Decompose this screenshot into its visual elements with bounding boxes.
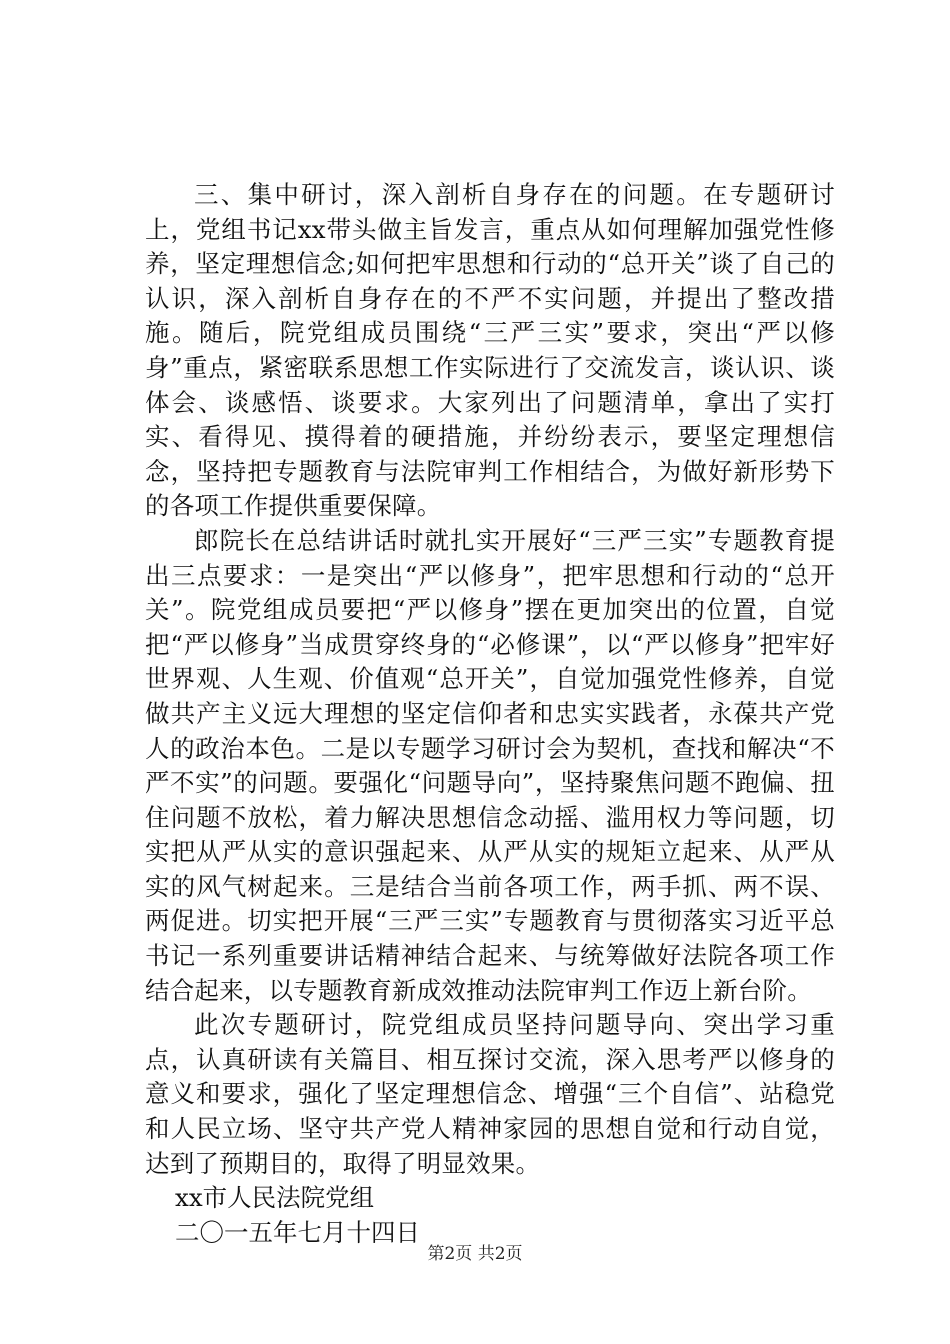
signature-organization: xx市人民法院党组 xyxy=(175,1183,375,1213)
signature-date: 二〇一五年七月十四日 xyxy=(175,1217,420,1247)
paragraph-president-requirements: 郎院长在总结讲话时就扎实开展好“三严三实”专题教育提出三点要求：一是突出“严以修身”，把牢思想和行动的“总开关”。院党组成员要把“严以修身”摆在更加突出的位置，自觉把“严以修身”当成贯穿终身的“必修课”，以“严以修身”把牢好世界观、人生观、价值观“总开关”，自觉加强党性修养，自觉做共产主义远大理想的坚定信仰者和忠实实践者，永葆共产党人的政治本色。二是以专题学习研讨会为契机，查找和解决“不严不实”的问题。要强化“问题导向”，坚持聚焦问题不跑偏、扭住问题不放松，着力解决思想信念动摇、滥用权力等问题，切实把从严从实的意识强起来、从严从实的规矩立起来、从严从实的风气树起来。三是结合当前各项工作，两手抓、两不误、两促进。切实把开展“三严三实”专题教育与贯彻落实习近平总书记一系列重要讲话精神结合起来、与统筹做好法院各项工作结合起来，以专题教育新成效推动法院审判工作迈上新台阶。 xyxy=(145,525,835,1005)
paragraph-conclusion: 此次专题研讨，院党组成员坚持问题导向、突出学习重点，认真研读有关篇目、相互探讨交流，深入思考严以修身的意义和要求，强化了坚定理想信念、增强“三个自信”、站稳党和人民立场、坚守共产党人精神家园的思想自觉和行动自觉，达到了预期目的，取得了明显效果。 xyxy=(145,1010,835,1178)
paragraph-discussion: 三、集中研讨，深入剖析自身存在的问题。在专题研讨上，党组书记xx带头做主旨发言，重点从如何理解加强党性修养，坚定理想信念;如何把牢思想和行动的“总开关”谈了自己的认识，深入剖析自身存在的不严不实问题，并提出了整改措施。随后，院党组成员围绕“三严三实”要求，突出“严以修身”重点，紧密联系思想工作实际进行了交流发言，谈认识、谈体会、谈感悟、谈要求。大家列出了问题清单，拿出了实打实、看得见、摸得着的硬措施，并纷纷表示，要坚定理想信念，坚持把专题教育与法院审判工作相结合，为做好新形势下的各项工作提供重要保障。 xyxy=(145,180,835,521)
document-body xyxy=(145,178,835,1250)
page-number-footer: 第2页 共2页 xyxy=(427,1244,523,1264)
